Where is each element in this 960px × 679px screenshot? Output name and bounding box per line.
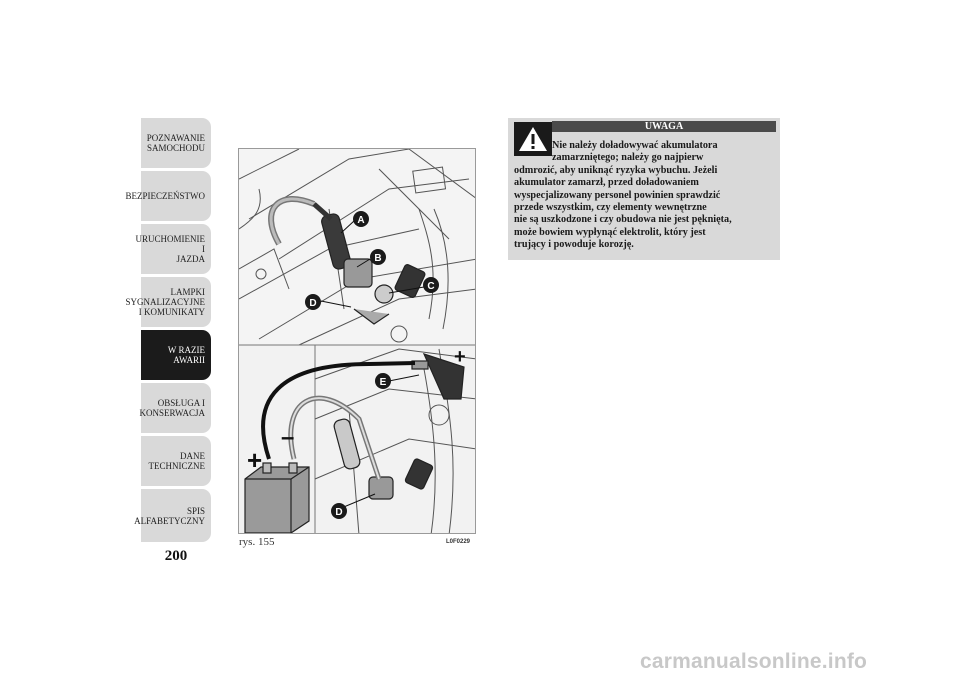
tab-label: W RAZIE AWARII: [167, 345, 205, 365]
label-c: C: [427, 281, 435, 292]
warning-line: akumulator zamarzł, przed doładowaniem: [514, 177, 699, 189]
warning-line: odmrozić, aby uniknąć ryzyka wybuchu. Jeżeli: [514, 164, 718, 176]
tab-dane-techniczne[interactable]: [141, 436, 211, 486]
figure-battery-jumpstart: [238, 148, 476, 534]
warning-line: nie są uszkodzone i czy obudowa nie jest pęknięta,: [514, 214, 732, 226]
warning-title: UWAGA: [552, 121, 776, 132]
warning-line: Nie należy doładowywać akumulatora: [552, 140, 718, 151]
warning-line: może bowiem wypłynąć elektrolit, który jest: [514, 226, 706, 238]
warning-line: trujący i powoduje korozję.: [514, 239, 634, 251]
warning-line: zamarzniętego; należy go najpierw: [552, 152, 704, 164]
tab-label: OBSŁUGA I KONSERWACJA: [139, 398, 205, 418]
tab-label: BEZPIECZEŃSTWO: [125, 191, 205, 201]
warning-text: [514, 137, 776, 252]
label-a: A: [357, 215, 365, 226]
label-b: B: [374, 253, 382, 264]
tab-obsluga-i-konserwacja[interactable]: [141, 383, 211, 433]
tab-poznawanie-samochodu[interactable]: [141, 118, 211, 168]
label-d2: D: [335, 507, 343, 518]
tab-label: URUCHOMIENIE I JAZDA: [135, 234, 205, 264]
minus-sign-battery: –: [281, 424, 295, 451]
tab-lampki-sygnalizacyjne[interactable]: [125, 277, 211, 327]
tab-label: POZNAWANIE SAMOCHODU: [146, 133, 205, 153]
tab-label: LAMPKI SYGNALIZACYJNE I KOMUNIKATY: [125, 287, 205, 317]
tab-label: SPIS ALFABETYCZNY: [134, 505, 205, 526]
watermark: carmanualsonline.info: [640, 650, 868, 673]
warning-box: [508, 118, 780, 260]
label-e: E: [379, 377, 387, 388]
plus-sign-car: +: [454, 346, 466, 368]
warning-line: przede wszystkim, czy elementy wewnętrzne: [514, 202, 707, 214]
tab-bezpieczenstwo[interactable]: [125, 171, 211, 221]
warning-line: wyspecjalizowany personel powinien sprawdzić: [514, 189, 721, 201]
label-d: D: [309, 298, 317, 309]
tab-spis-alfabetyczny[interactable]: [134, 489, 211, 542]
plus-sign-battery: +: [247, 445, 263, 475]
engine-bay-illustration: [239, 149, 476, 534]
tab-uruchomienie-i-jazda[interactable]: [135, 224, 211, 274]
tab-label: DANE TECHNICZNE: [148, 451, 205, 471]
tab-w-razie-awarii[interactable]: [141, 330, 211, 380]
figure-code: L0F0229: [446, 539, 471, 545]
page-number: 200: [164, 548, 188, 564]
figure-caption: rys. 155: [239, 536, 275, 548]
